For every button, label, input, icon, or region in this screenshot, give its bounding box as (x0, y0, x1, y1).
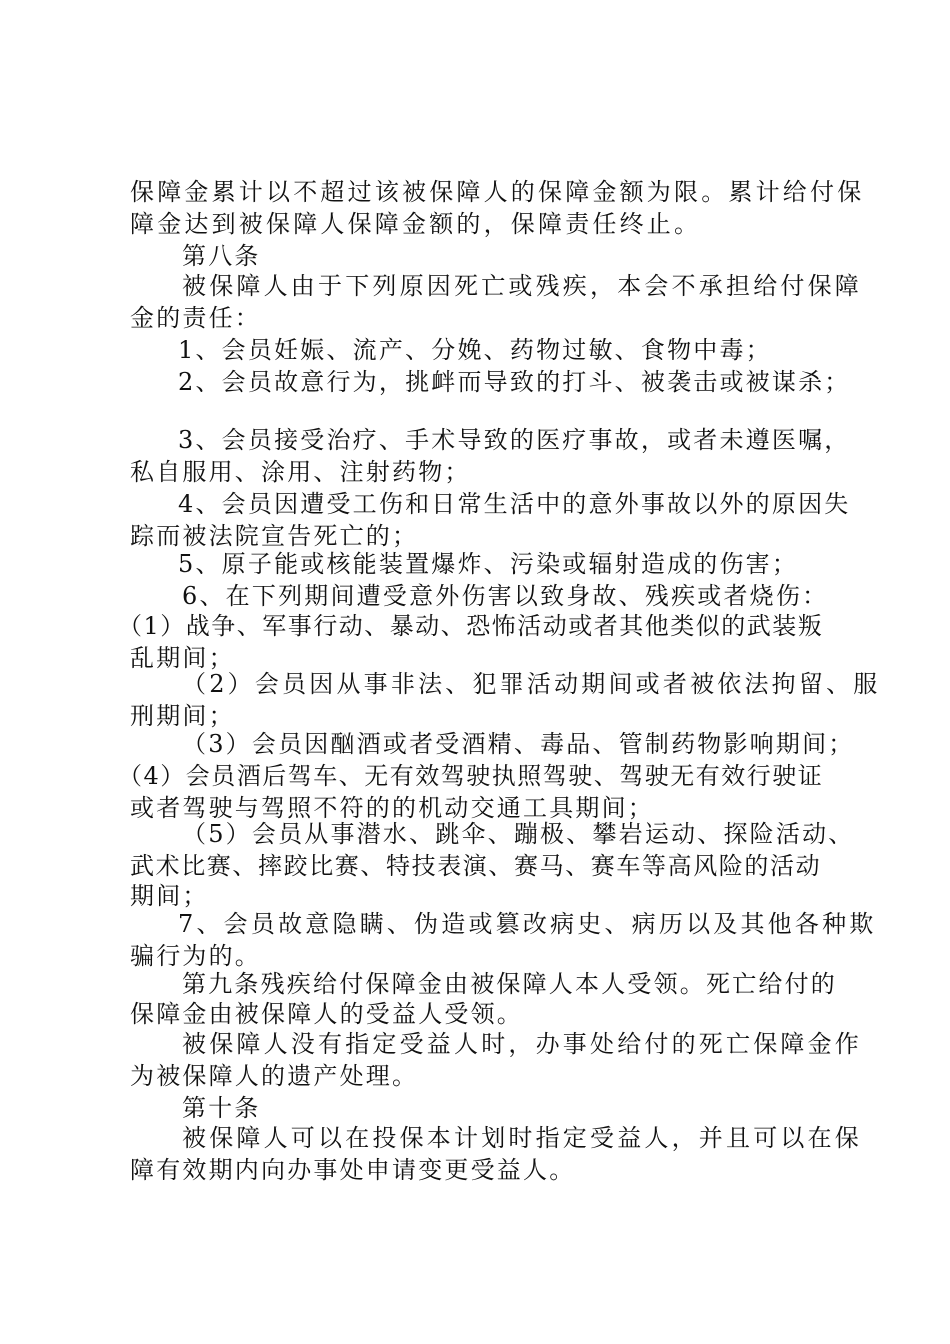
list-item: 5、原子能或核能装置爆炸、污染或辐射造成的伤害； (178, 550, 799, 578)
article-heading: 第八条 (182, 242, 261, 270)
text-line: 乱期间； (130, 644, 235, 672)
sub-list-item: （2）会员因从事非法、犯罪活动期间或者被依法拘留、服 (182, 670, 881, 698)
text-line: 金的责任： (130, 304, 261, 332)
sub-list-item: （1）战争、军事行动、暴动、恐怖活动或者其他类似的武装叛 (118, 612, 824, 640)
text-line: 保障金累计以不超过该被保障人的保障金额为限。累计给付保 (130, 178, 865, 206)
text-line: 被保障人没有指定受益人时，办事处给付的死亡保障金作 (182, 1030, 862, 1058)
text-line: 或者驾驶与驾照不符的的机动交通工具期间； (130, 794, 654, 822)
list-item: 3、会员接受治疗、手术导致的医疗事故，或者未遵医嘱， (178, 426, 851, 454)
text-line: 私自服用、涂用、注射药物； (130, 458, 471, 486)
list-item: 1、会员妊娠、流产、分娩、药物过敏、食物中毒； (178, 336, 772, 364)
text-line: 被保障人可以在投保本计划时指定受益人，并且可以在保 (182, 1124, 862, 1152)
text-line: 期间； (130, 882, 209, 910)
text-line: 障有效期内向办事处申请变更受益人。 (130, 1156, 576, 1184)
text-line: 刑期间； (130, 702, 235, 730)
text-line: 保障金由被保障人的受益人受领。 (130, 1000, 523, 1028)
text-line: 踪而被法院宣告死亡的； (130, 522, 419, 550)
text-line: 第九条残疾给付保障金由被保障人本人受领。死亡给付的 (182, 970, 837, 998)
list-item: 4、会员因遭受工伤和日常生活中的意外事故以外的原因失 (178, 490, 851, 518)
list-item: 7、会员故意隐瞒、伪造或篡改病史、病历以及其他各种欺 (178, 910, 877, 938)
text-line: 障金达到被保障人保障金额的，保障责任终止。 (130, 210, 702, 238)
sub-list-item: （4）会员酒后驾车、无有效驾驶执照驾驶、驾驶无有效行驶证 (118, 762, 824, 790)
text-line: 被保障人由于下列原因死亡或残疾，本会不承担给付保障 (182, 272, 862, 300)
text-line: 骗行为的。 (130, 942, 261, 970)
sub-list-item: （3）会员因酗酒或者受酒精、毒品、管制药物影响期间； (182, 730, 855, 758)
text-line: 为被保障人的遗产处理。 (130, 1062, 419, 1090)
list-item: 6、在下列期间遭受意外伤害以致身故、残疾或者烧伤： (182, 582, 829, 610)
text-line: 武术比赛、摔跤比赛、特技表演、赛马、赛车等高风险的活动 (130, 852, 822, 880)
sub-list-item: （5）会员从事潜水、跳伞、蹦极、攀岩运动、探险活动、 (182, 820, 855, 848)
list-item: 2、会员故意行为，挑衅而导致的打斗、被袭击或被谋杀； (178, 368, 851, 396)
article-heading: 第十条 (182, 1094, 261, 1122)
